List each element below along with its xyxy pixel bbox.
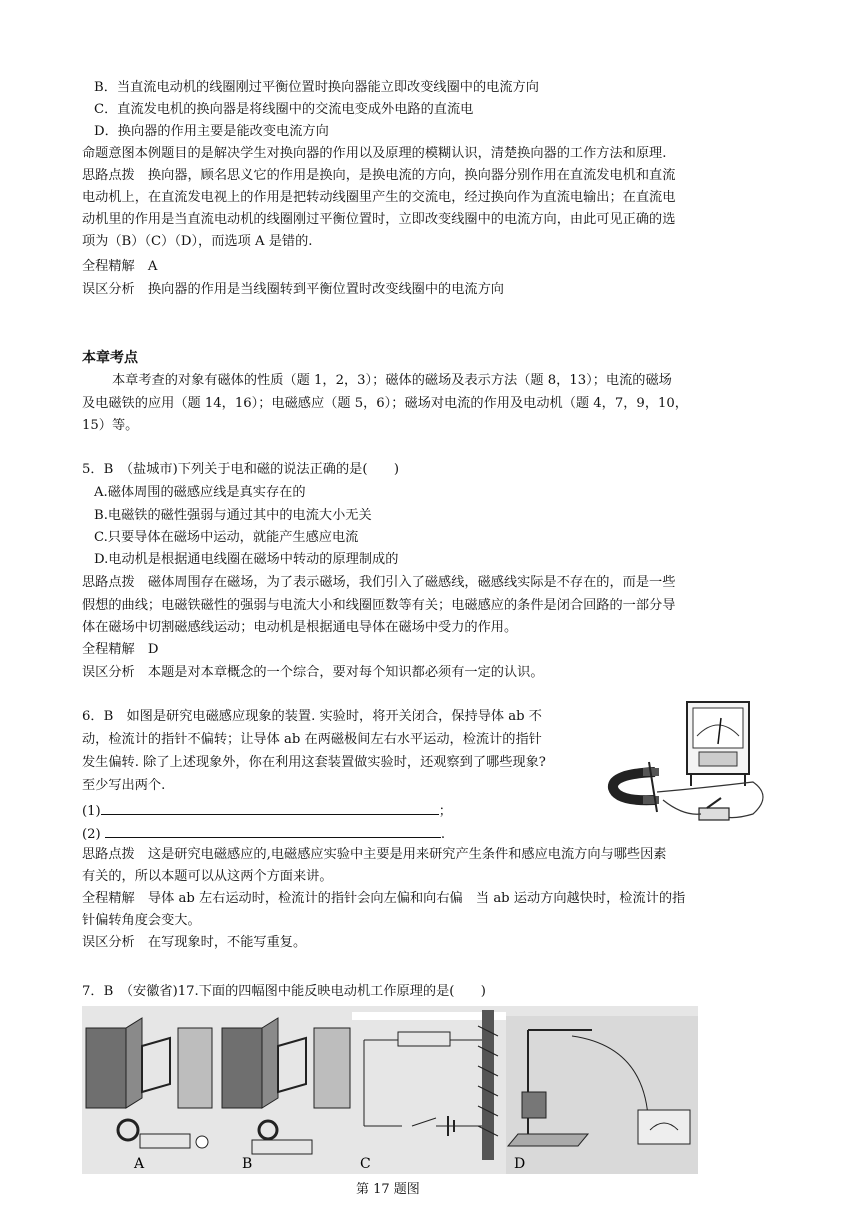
hint-line: 有关的，所以本题可以从这两个方面来讲。	[82, 869, 333, 884]
hint-line: 思路点拨 换向器，顾名思义它的作用是换向，是换电流的方向，换向器分别作用在直流发电机和直流	[82, 168, 676, 183]
answer-line	[105, 823, 441, 838]
fig-label-d: D	[514, 1156, 526, 1172]
chapter-line: 本章考查的对象有磁体的性质（题 1，2，3）；磁体的磁场及表示方法（题 8，13）；电流的磁场	[112, 373, 672, 388]
chapter-line: 及电磁铁的应用（题 14，16）；电磁感应（题 5，6）；磁场对电流的作用及电动机（题 4，7，9，10，	[82, 396, 688, 411]
hint-line: 项为（B）（C）（D），而选项 A 是错的.	[82, 234, 313, 249]
answer-text: 全程精解 D	[82, 642, 159, 657]
answer-blank-1	[82, 800, 452, 822]
q17-figure	[82, 1006, 698, 1174]
chapter-line: 15）等。	[82, 418, 139, 433]
q5-option-b: B.电磁铁的磁性强弱与通过其中的电流大小无关	[94, 508, 372, 523]
option-b: B．当直流电动机的线圈刚过平衡位置时换向器能立即改变线圈中的电流方向	[94, 80, 539, 95]
blank-label: (2)	[82, 827, 101, 842]
induction-apparatus-illustration	[603, 696, 775, 828]
q6-stem-line: 至少写出两个.	[82, 778, 166, 793]
fig-label-a: A	[134, 1156, 145, 1172]
hint-line: 思路点拨 这是研究电磁感应的,电磁感应实验中主要是用来研究产生条件和感应电流方向与哪些因素	[82, 847, 667, 862]
hint-line: 思路点拨 磁体周围存在磁场，为了表示磁场，我们引入了磁感线，磁感线实际是不存在的，而是一些	[82, 575, 676, 590]
blank-label: (1)	[82, 804, 101, 819]
section-heading: 本章考点	[82, 350, 138, 366]
answer-line-text: 全程精解 导体 ab 左右运动时，检流计的指针会向左偏和向右偏 当 ab 运动方向越快时，检流计的指	[82, 891, 686, 906]
answer-line-text: 针偏转角度会变大。	[82, 913, 201, 928]
option-d: D．换向器的作用主要是能改变电流方向	[94, 124, 329, 139]
q5-stem: 5．B （盐城市)下列关于电和磁的说法正确的是( )	[82, 462, 400, 477]
mistake-text: 误区分析 换向器的作用是当线圈转到平衡位置时改变线圈中的电流方向	[82, 282, 504, 297]
answer-blank-2	[82, 823, 445, 845]
q6-stem-line: 6．B 如图是研究电磁感应现象的装置. 实验时，将开关闭合，保持导体 ab 不	[82, 709, 542, 724]
hint-line: 假想的曲线；电磁铁磁性的强弱与电流大小和线圈匝数等有关；电磁感应的条件是闭合回路的一部分导	[82, 598, 676, 613]
q7-stem: 7．B （安徽省)17.下面的四幅图中能反映电动机工作原理的是( )	[82, 984, 486, 999]
blank-end: .	[440, 827, 446, 842]
blank-end: ；	[438, 804, 452, 819]
option-c: C．直流发电机的换向器是将线圈中的交流电变成外电路的直流电	[94, 102, 474, 117]
q6-stem-line: 动，检流计的指针不偏转；让导体 ab 在两磁极间左右水平运动，检流计的指针	[82, 732, 542, 747]
q5-option-c: C.只要导体在磁场中运动，就能产生感应电流	[94, 530, 359, 545]
fig-label-b: B	[242, 1156, 253, 1172]
q5-option-a: A.磁体周围的磁感应线是真实存在的	[94, 485, 306, 500]
hint-line: 电动机上，在直流发电视上的作用是把转动线圈里产生的交流电，经过换向作为直流电输出；在直流电	[82, 190, 676, 205]
hint-line: 体在磁场中切割磁感线运动；电动机是根据通电导体在磁场中受力的作用。	[82, 620, 518, 635]
answer-line	[101, 800, 439, 815]
hint-line: 动机里的作用是当直流电动机的线圈刚过平衡位置时，立即改变线圈中的电流方向，由此可见正确的选	[82, 212, 676, 227]
figure-caption: 第 17 题图	[356, 1182, 420, 1197]
mistake-text: 误区分析 在写现象时，不能写重复。	[82, 935, 307, 950]
mistake-text: 误区分析 本题是对本章概念的一个综合，要对每个知识都必须有一定的认识。	[82, 665, 544, 680]
q6-stem-line: 发生偏转. 除了上述现象外，你在利用这套装置做实验时，还观察到了哪些现象?	[82, 755, 546, 770]
answer-text: 全程精解 A	[82, 259, 158, 274]
panel-d-apparatus	[506, 1016, 698, 1174]
q5-option-d: D.电动机是根据通电线圈在磁场中转动的原理制成的	[94, 552, 399, 567]
fig-label-c: C	[360, 1156, 371, 1172]
intent-text: 命题意图本例题目的是解决学生对换向器的作用以及原理的模糊认识，清楚换向器的工作方法和原理.	[82, 146, 667, 161]
